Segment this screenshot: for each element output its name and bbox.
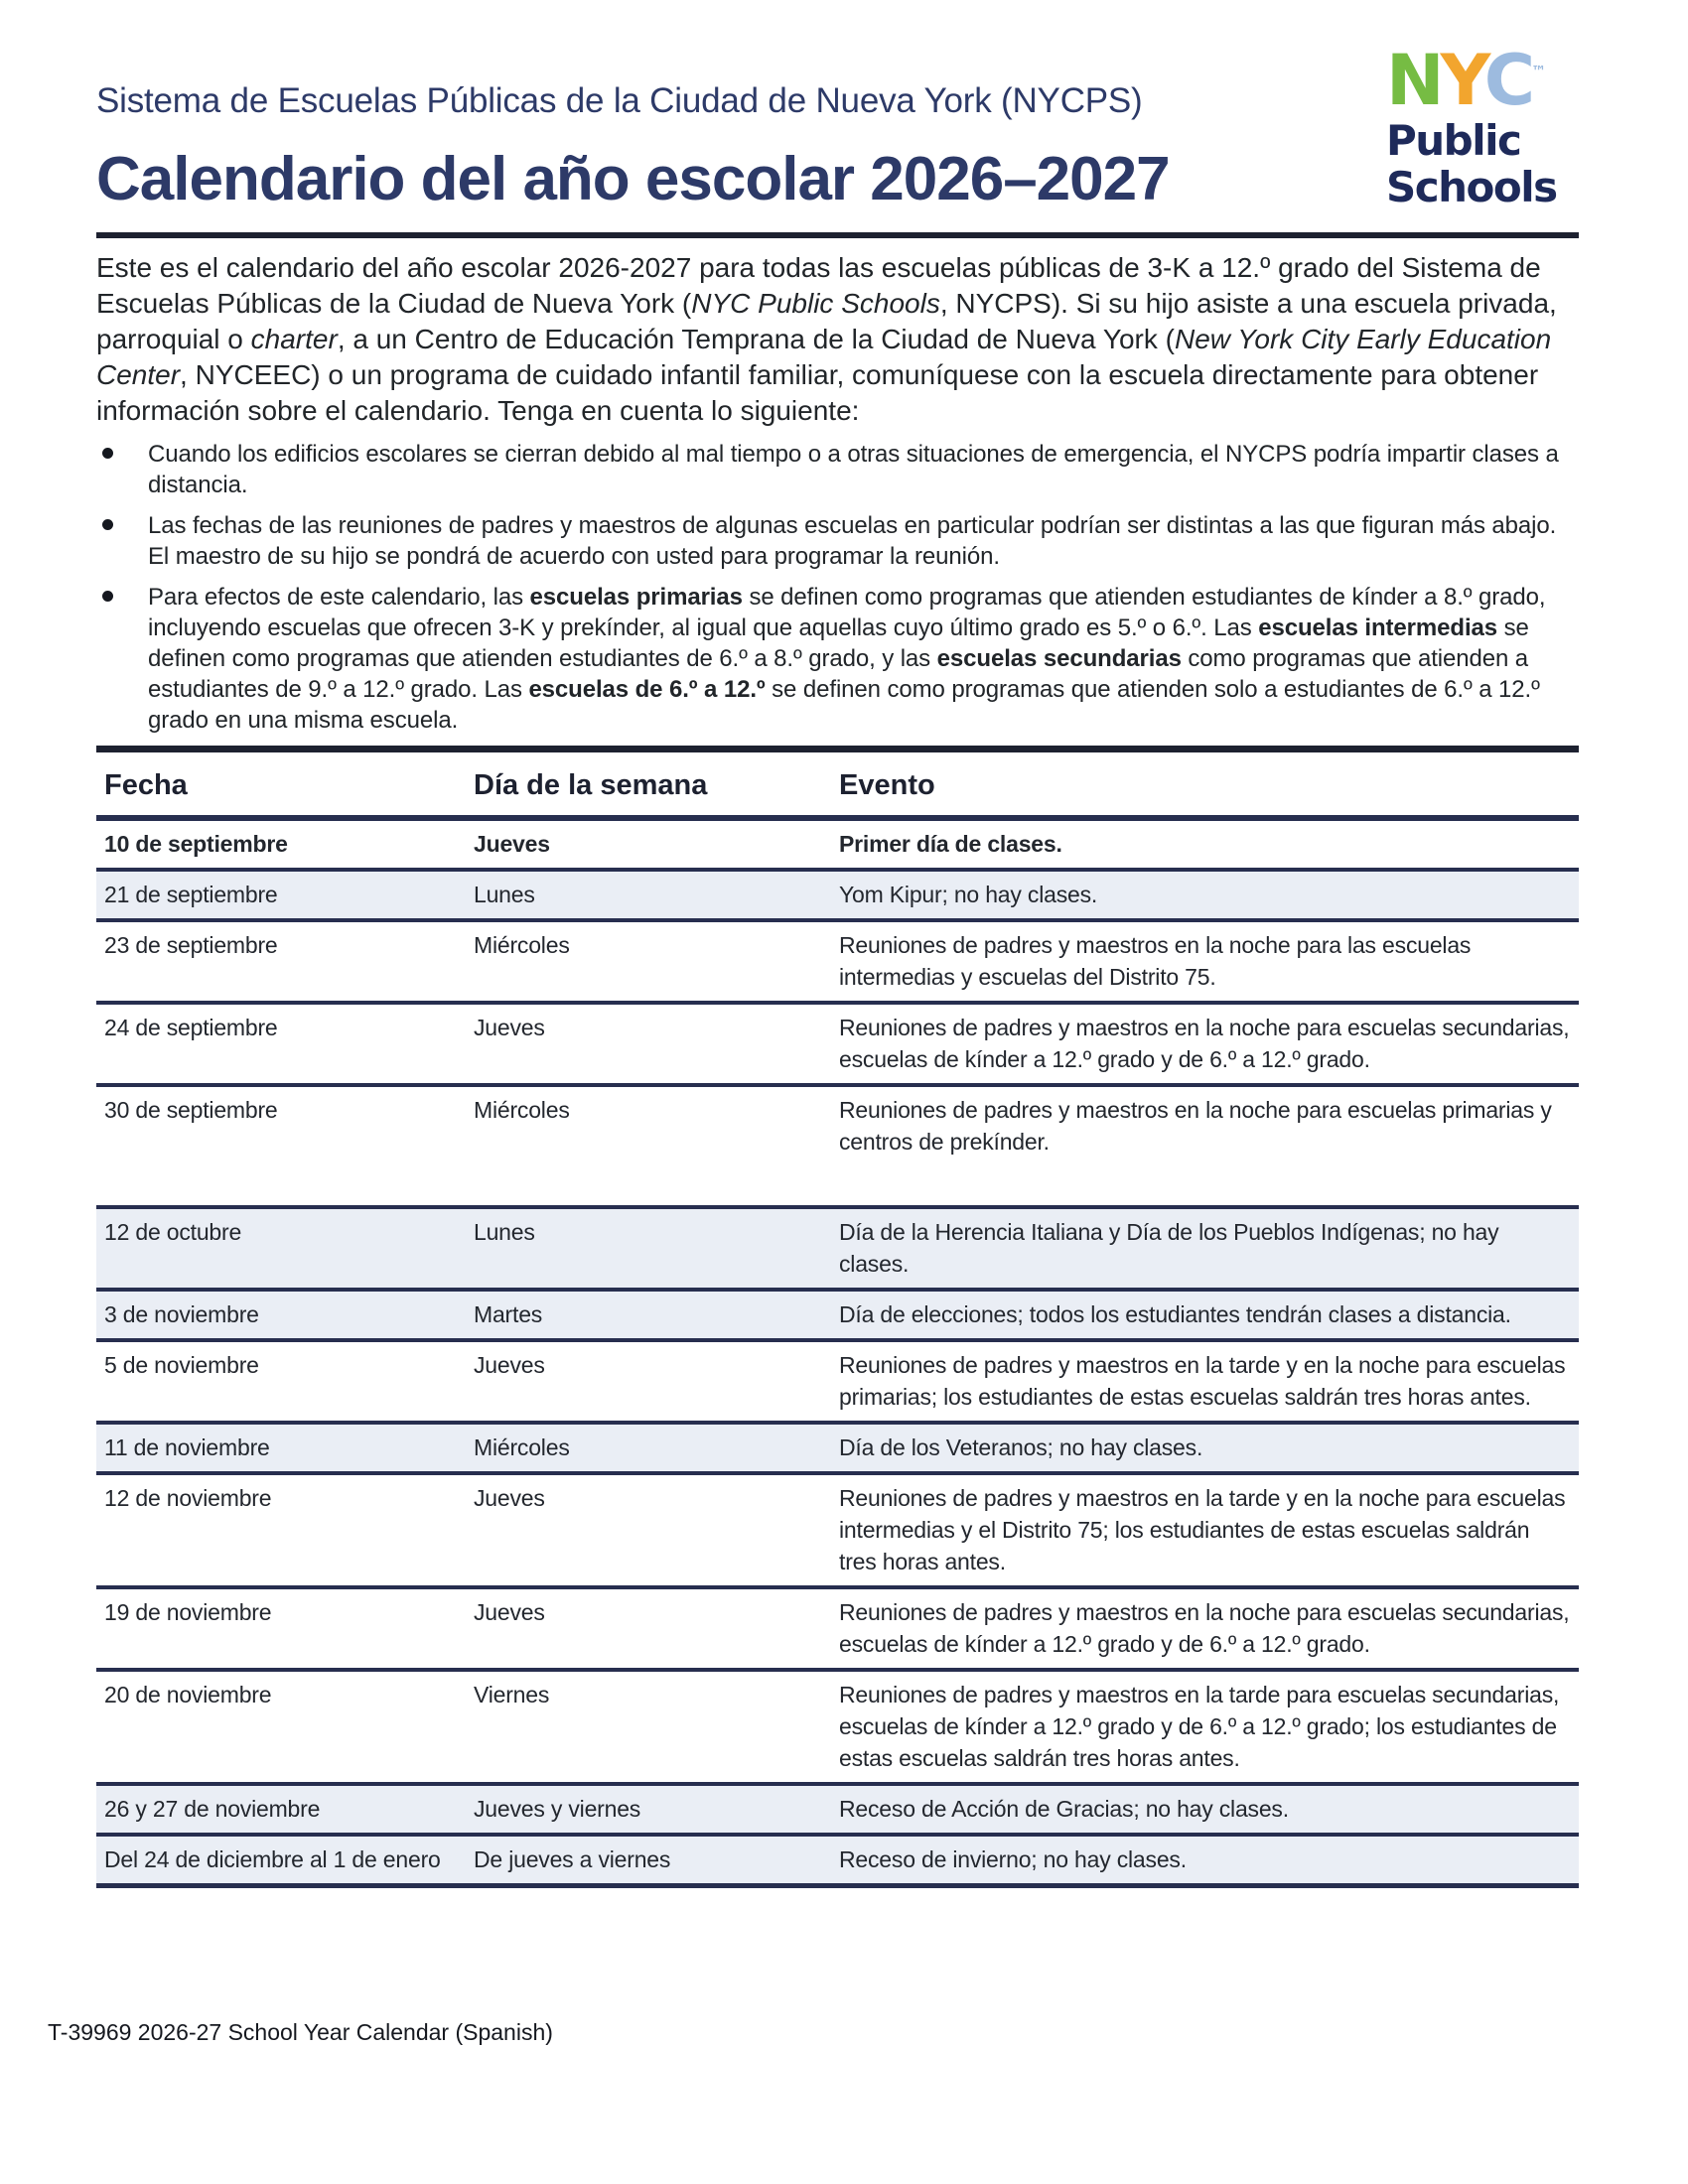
bullet-item xyxy=(96,510,1579,572)
text-segment: , a un Centro de Educación Temprana de la Ciudad de Nueva York ( xyxy=(337,324,1175,354)
cell-date: 26 y 27 de noviembre xyxy=(96,1784,466,1835)
column-header-fecha: Fecha xyxy=(96,750,466,819)
doc-footer: T-39969 2026-27 School Year Calendar (Spanish) xyxy=(48,2019,553,2045)
bullet-icon xyxy=(102,519,113,530)
cell-event: Reuniones de padres y maestros en la noche para las escuelas intermedias y escuelas del Distrito 75. xyxy=(831,920,1579,1003)
table-row xyxy=(96,1085,1579,1207)
text-segment: escuelas secundarias xyxy=(936,645,1182,672)
column-header-dia: Día de la semana xyxy=(466,750,831,819)
cell-day: De jueves a viernes xyxy=(466,1835,831,1886)
cell-event: Día de elecciones; todos los estudiantes tendrán clases a distancia. xyxy=(831,1290,1579,1340)
text-segment: Las fechas de las reuniones de padres y maestros de algunas escuelas en particular podrían ser distintas a las que figuran más abajo. El maestro de su hijo se pondrá de acuerdo con usted para programar la reunión. xyxy=(148,512,1557,570)
text-segment: como programas que atienden a estudiantes de 9.º a 12.º grado. Las xyxy=(148,645,1529,703)
bullet-item xyxy=(96,582,1579,736)
text-segment: New York City Early Education Center xyxy=(96,324,1552,390)
table-row xyxy=(96,1003,1579,1085)
text-segment: se definen como programas que atienden estudiantes de kínder a 8.º grado, incluyendo escuelas que ofrecen 3-K y prekínder, al igual que aquellas cuyo último grado es 5.º o 6.º. Las xyxy=(148,584,1546,641)
cell-day: Jueves xyxy=(474,831,550,857)
cell-day: Jueves xyxy=(466,1587,831,1670)
table-row xyxy=(96,1670,1579,1784)
cell-event: Reuniones de padres y maestros en la noche para escuelas secundarias, escuelas de kínder a 12.º grado y de 6.º a 12.º grado. xyxy=(831,1587,1579,1670)
text-segment: se definen como programas que atienden solo a estudiantes de 6.º a 12.º grado en una misma escuela. xyxy=(148,676,1540,734)
cell-day: Viernes xyxy=(466,1670,831,1784)
text-segment: Este es el calendario del año escolar 2026-2027 para todas las escuelas públicas de 3-K a 12.º grado del Sistema de Escuelas Públicas de la Ciudad de Nueva York ( xyxy=(96,252,1541,319)
cell-event: Reuniones de padres y maestros en la noche para escuelas secundarias, escuelas de kínder a 12.º grado y de 6.º a 12.º grado. xyxy=(831,1003,1579,1085)
bullet-item xyxy=(96,439,1579,500)
bullet-list xyxy=(96,439,1579,736)
cell-date: 24 de septiembre xyxy=(96,1003,466,1085)
cell-day: Miércoles xyxy=(466,920,831,1003)
nyc-logo-letter-y: Y xyxy=(1440,40,1484,121)
text-segment: Para efectos de este calendario, las xyxy=(148,584,530,611)
table-row xyxy=(96,1290,1579,1340)
cell-event: Reuniones de padres y maestros en la tarde y en la noche para escuelas intermedias y el Distrito 75; los estudiantes de estas escuelas saldrán tres horas antes. xyxy=(831,1473,1579,1587)
text-segment: escuelas primarias xyxy=(529,584,743,611)
cell-date: 21 de septiembre xyxy=(96,870,466,920)
cell-date: Del 24 de diciembre al 1 de enero xyxy=(96,1835,466,1886)
cell-date: 12 de noviembre xyxy=(96,1473,466,1587)
table-row xyxy=(96,1340,1579,1423)
nyc-logo-letter-n: N xyxy=(1386,40,1441,121)
cell-date: 23 de septiembre xyxy=(96,920,466,1003)
cell-day: Jueves xyxy=(466,1003,831,1085)
table-row xyxy=(96,1473,1579,1587)
logo-schools-label: Schools xyxy=(1386,163,1557,211)
text-segment: NYC Public Schools xyxy=(691,288,940,319)
calendar-table xyxy=(96,746,1579,1888)
table-body xyxy=(96,818,1579,1886)
cell-event: Receso de invierno; no hay clases. xyxy=(831,1835,1579,1886)
text-segment: se definen como programas que atienden estudiantes de 6.º a 8.º grado, y las xyxy=(148,614,1529,672)
cell-date: 12 de octubre xyxy=(96,1207,466,1290)
table-row xyxy=(96,920,1579,1003)
cell-event: Día de la Herencia Italiana y Día de los Pueblos Indígenas; no hay clases. xyxy=(831,1207,1579,1290)
cell-event: Reuniones de padres y maestros en la noche para escuelas primarias y centros de prekínder. xyxy=(831,1085,1579,1207)
cell-event: Reuniones de padres y maestros en la tarde para escuelas secundarias, escuelas de kínder a 12.º grado y de 6.º a 12.º grado; los estudiantes de estas escuelas saldrán tres horas antes. xyxy=(831,1670,1579,1784)
intro-paragraph xyxy=(96,250,1579,429)
table-row xyxy=(96,1784,1579,1835)
text-segment: escuelas de 6.º a 12.º xyxy=(528,676,766,703)
cell-date: 11 de noviembre xyxy=(96,1423,466,1473)
cell-date: 20 de noviembre xyxy=(96,1670,466,1784)
bullet-icon xyxy=(102,448,113,459)
org-title: Sistema de Escuelas Públicas de la Ciudad de Nueva York (NYCPS) xyxy=(96,81,1143,120)
cell-day: Miércoles xyxy=(466,1085,831,1207)
title-rule xyxy=(96,232,1579,238)
cell-day: Martes xyxy=(466,1290,831,1340)
text-segment: Cuando los edificios escolares se cierran debido al mal tiempo o a otras situaciones de emergencia, el NYCPS podría impartir clases a distancia. xyxy=(148,441,1559,498)
cell-date: 5 de noviembre xyxy=(96,1340,466,1423)
table-row xyxy=(96,1587,1579,1670)
page-title: Calendario del año escolar 2026–2027 xyxy=(96,145,1170,213)
table-row xyxy=(96,1207,1579,1290)
trademark-icon: ™ xyxy=(1531,63,1547,80)
cell-event: Receso de Acción de Gracias; no hay clases. xyxy=(831,1784,1579,1835)
cell-date: 30 de septiembre xyxy=(96,1085,466,1207)
text-segment: charter xyxy=(250,324,338,354)
cell-day: Lunes xyxy=(466,1207,831,1290)
table-row xyxy=(96,1423,1579,1473)
bullet-icon xyxy=(102,591,113,602)
cell-date: 19 de noviembre xyxy=(96,1587,466,1670)
logo-public-label: Public xyxy=(1386,116,1521,165)
text-segment: escuelas intermedias xyxy=(1258,614,1498,641)
document-content xyxy=(96,0,1579,1888)
cell-event: Reuniones de padres y maestros en la tarde y en la noche para escuelas primarias; los estudiantes de estas escuelas saldrán tres horas antes. xyxy=(831,1340,1579,1423)
table-row xyxy=(96,818,1579,870)
table-header-row xyxy=(96,750,1579,819)
cell-day: Jueves xyxy=(466,1340,831,1423)
cell-event: Primer día de clases. xyxy=(839,831,1062,857)
cell-day: Lunes xyxy=(466,870,831,920)
text-segment: , NYCEEC) o un programa de cuidado infantil familiar, comuníquese con la escuela directamente para obtener información sobre el calendario. Tenga en cuenta lo siguiente: xyxy=(96,359,1539,426)
cell-date: 3 de noviembre xyxy=(96,1290,466,1340)
cell-day: Jueves y viernes xyxy=(466,1784,831,1835)
table-row xyxy=(96,1835,1579,1886)
cell-day: Jueves xyxy=(466,1473,831,1587)
cell-date: 10 de septiembre xyxy=(104,831,288,857)
column-header-evento: Evento xyxy=(831,750,1579,819)
cell-event: Día de los Veteranos; no hay clases. xyxy=(831,1423,1579,1473)
cell-event: Yom Kipur; no hay clases. xyxy=(831,870,1579,920)
table-row xyxy=(96,870,1579,920)
text-segment: , NYCPS). Si su hijo asiste a una escuela privada, parroquial o xyxy=(96,288,1557,354)
cell-day: Miércoles xyxy=(466,1423,831,1473)
nyc-logo-letter-c: C xyxy=(1483,40,1532,121)
